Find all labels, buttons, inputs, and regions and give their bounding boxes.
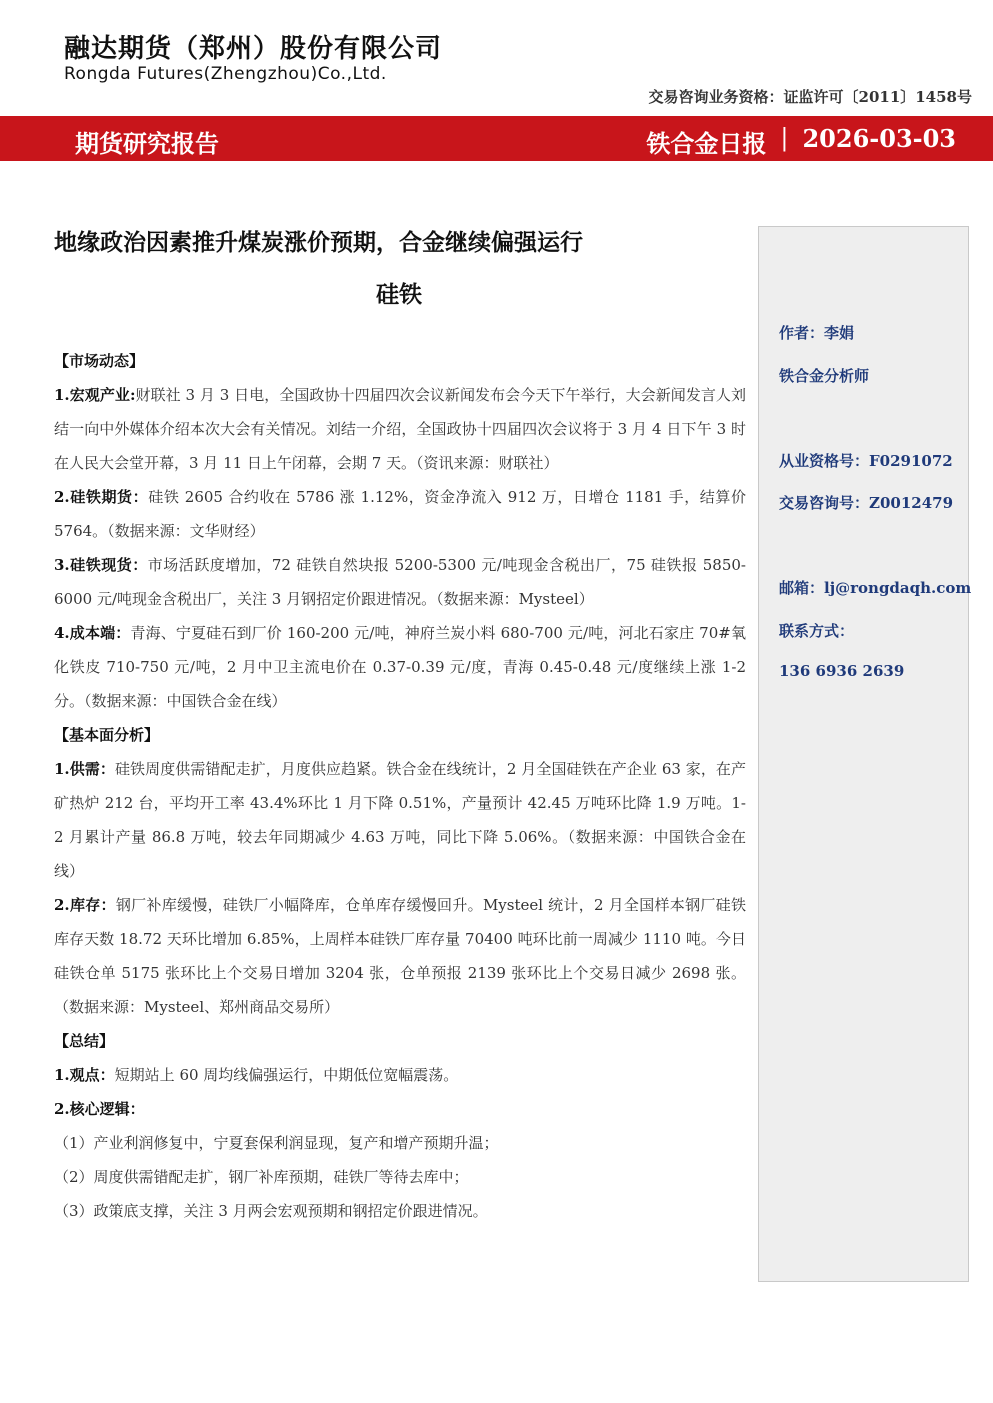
item-label: 1.供需： (54, 760, 115, 778)
item-label: 2.库存： (54, 896, 116, 914)
item-text: 财联社 3 月 3 日电，全国政协十四届四次会议新闻发布会今天下午举行，大会新闻发言人刘结一向中外媒体介绍本次大会有关情况。刘结一介绍，全国政协十四届四次会议将于 3 月 4 日下午 3 时在人民大会堂开幕，3 月 11 日上午闭幕，会期 7 天。（资讯来源：财联社） (54, 386, 746, 472)
logic-item: （3）政策底支撑，关注 3 月两会宏观预期和钢招定价跟进情况。 (54, 1202, 488, 1220)
banner-report-name: 铁合金日报 (646, 129, 767, 158)
item-text: 短期站上 60 周均线偏强运行，中期低位宽幅震荡。 (114, 1066, 459, 1084)
banner-separator: | (780, 124, 789, 152)
market-item-cost (54, 616, 746, 718)
item-label: 2.核心逻辑： (54, 1100, 145, 1118)
item-label: 1.宏观产业: (54, 386, 136, 404)
author-role: 铁合金分析师 (779, 367, 870, 385)
email-address[interactable]: 邮箱：lj@rongdaqh.com (779, 579, 972, 597)
author-name: 作者：李娟 (779, 324, 855, 342)
section-heading-fundamentals: 【基本面分析】 (54, 726, 160, 744)
market-item-macro (54, 378, 746, 480)
item-text: 钢厂补库缓慢，硅铁厂小幅降库，仓单库存缓慢回升。Mysteel 统计，2 月全国样本钢厂硅铁库存天数 18.72 天环比增加 6.85%，上周样本硅铁厂库存量 70400 吨环比前一周减少 1110 吨。今日硅铁仓单 5175 张环比上个交易日增加 3204 张，仓单预报 2139 张环比上个交易日减少 2698 张。（数据来源：Mysteel、郑州商品交易所） (54, 896, 746, 1016)
market-item-futures (54, 480, 746, 548)
market-item-spot (54, 548, 746, 616)
item-text: 硅铁 2605 合约收在 5786 涨 1.12%，资金净流入 912 万，日增仓 1181 手，结算价 5764。（数据来源：文华财经） (54, 488, 746, 540)
fundamental-item-supply (54, 752, 746, 888)
item-label: 2.硅铁期货： (54, 488, 149, 506)
license-text: 交易咨询业务资格：证监许可〔2011〕1458号 (648, 88, 972, 106)
summary-item-logic (54, 1092, 746, 1126)
contact-phone: 136 6936 2639 (779, 662, 905, 680)
company-name-en: Rongda Futures(Zhengzhou)Co.,Ltd. (64, 64, 387, 84)
item-label: 1.观点： (54, 1066, 115, 1084)
report-subtitle: 硅铁 (376, 281, 422, 308)
summary-item-view (54, 1058, 746, 1092)
fundamental-item-inventory (54, 888, 746, 1024)
company-name-cn: 融达期货（郑州）股份有限公司 (64, 34, 443, 64)
section-heading-market: 【市场动态】 (54, 352, 145, 370)
contact-label: 联系方式： (779, 622, 855, 640)
item-text: 硅铁周度供需错配走扩，月度供应趋紧。铁合金在线统计，2 月全国硅铁在产企业 63 家，在产矿热炉 212 台，平均开工率 43.4%环比 1 月下降 0.51%，产量预计 42.45 万吨环比降 1.9 万吨。1-2 月累计产量 86.8 万吨，较去年同期减少 4.63 万吨，同比下降 5.06%。（数据来源：中国铁合金在线） (54, 760, 746, 880)
item-label: 3.硅铁现货： (54, 556, 148, 574)
consult-number: 交易咨询号：Z0012479 (779, 494, 954, 512)
report-title: 地缘政治因素推升煤炭涨价预期，合金继续偏强运行 (54, 229, 583, 256)
banner-date: 2026-03-03 (802, 124, 956, 153)
item-text: 青海、宁夏硅石到厂价 160-200 元/吨，神府兰炭小料 680-700 元/吨，河北石家庄 70#氧化铁皮 710-750 元/吨，2 月中卫主流电价在 0.37-0.39 元/度，青海 0.45-0.48 元/度继续上涨 1-2 分。（数据来源：中国铁合金在线） (54, 624, 746, 710)
item-text: 市场活跃度增加，72 硅铁自然块报 5200-5300 元/吨现金含税出厂，75 硅铁报 5850-6000 元/吨现金含税出厂，关注 3 月钢招定价跟进情况。（数据来源：Mysteel） (54, 556, 746, 608)
item-label: 4.成本端： (54, 624, 131, 642)
banner-report-type: 期货研究报告 (75, 129, 219, 158)
logic-item: （1）产业利润修复中，宁夏套保利润显现，复产和增产预期升温； (54, 1134, 499, 1152)
qualification-number: 从业资格号：F0291072 (779, 452, 953, 470)
logic-item: （2）周度供需错配走扩，钢厂补库预期，硅铁厂等待去库中； (54, 1168, 469, 1186)
report-body (54, 344, 746, 1228)
banner-report-info (646, 124, 956, 159)
section-heading-summary: 【总结】 (54, 1032, 115, 1050)
